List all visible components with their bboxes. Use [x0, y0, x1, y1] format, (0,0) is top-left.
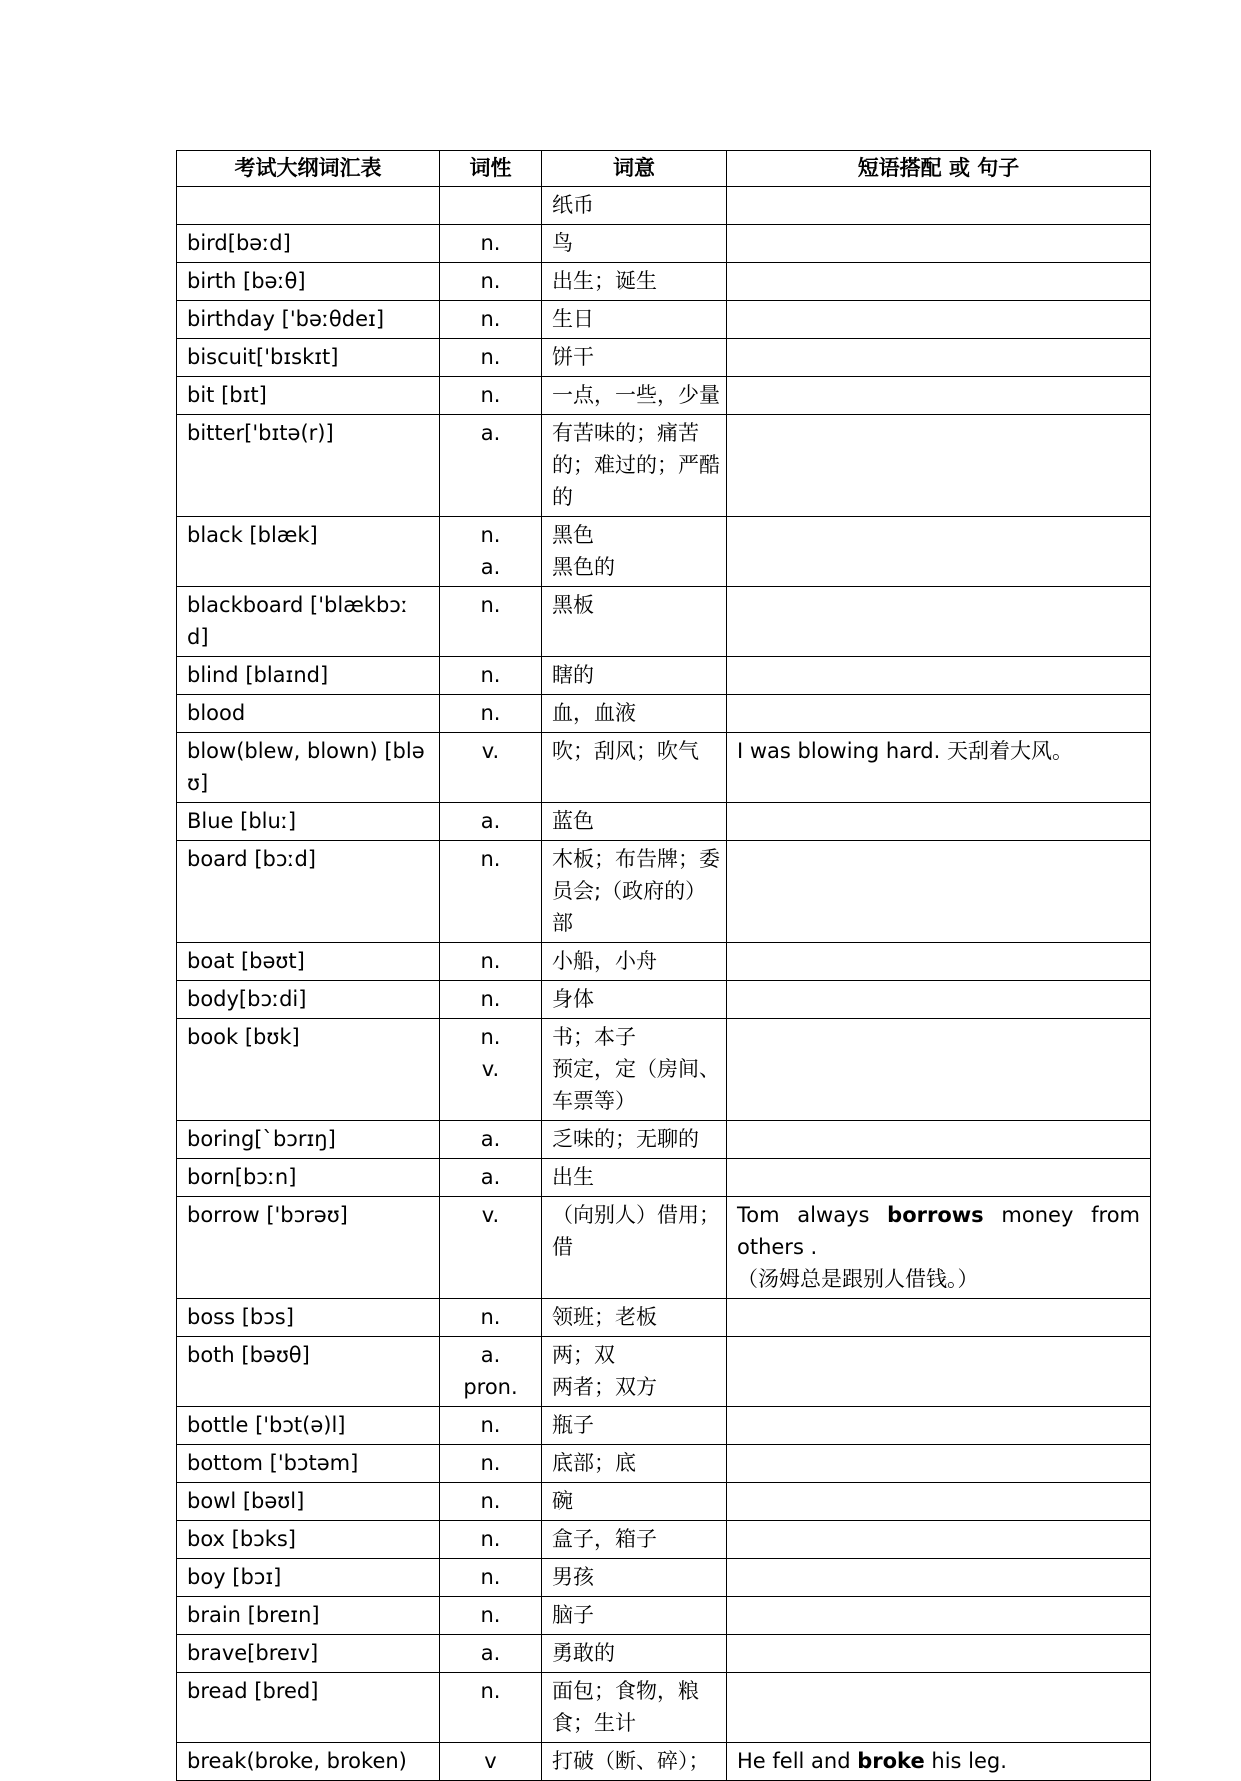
part-of-speech: n. [480, 345, 501, 369]
word-cell: bitter['bɪtə(r)] [177, 415, 440, 517]
part-of-speech-cell [440, 415, 542, 517]
word-cell: Blue [bluː] [177, 803, 440, 841]
table-row [177, 1445, 1151, 1483]
part-of-speech: a. [480, 1343, 501, 1367]
part-of-speech: n. [480, 1527, 501, 1551]
part-of-speech: n. [480, 1413, 501, 1437]
phrase-cell [727, 1483, 1151, 1521]
meaning-cell [542, 1597, 727, 1635]
header-phrase: 短语搭配 或 句子 [727, 151, 1151, 187]
part-of-speech-cell [440, 339, 542, 377]
phrase-cell [727, 587, 1151, 657]
word-cell: brain [breɪn] [177, 1597, 440, 1635]
phrase-cell [727, 695, 1151, 733]
part-of-speech: pron. [463, 1375, 518, 1399]
meaning-cell [542, 1673, 727, 1743]
meaning-cell [542, 1521, 727, 1559]
meaning: 生日 [552, 307, 594, 331]
word-cell [177, 187, 440, 225]
sentence-fragment: （汤姆总是跟别人借钱。） [737, 1267, 979, 1291]
example-sentence [737, 1745, 1140, 1777]
keyword-highlight: borrows [887, 1203, 984, 1227]
header-word: 考试大纲词汇表 [177, 151, 440, 187]
meaning-cell [542, 415, 727, 517]
phrase-cell [727, 301, 1151, 339]
meaning: 出生；诞生 [552, 269, 657, 293]
phrase-cell [727, 415, 1151, 517]
table-row [177, 187, 1151, 225]
meaning-cell [542, 1121, 727, 1159]
part-of-speech-cell [440, 1197, 542, 1299]
part-of-speech-cell [440, 1407, 542, 1445]
meaning-cell [542, 733, 727, 803]
phrase-cell [727, 1407, 1151, 1445]
table-row [177, 587, 1151, 657]
part-of-speech-cell [440, 1019, 542, 1121]
table-row [177, 733, 1151, 803]
meaning: 勇敢的 [552, 1641, 615, 1665]
part-of-speech: a. [480, 1165, 501, 1189]
part-of-speech-cell [440, 1159, 542, 1197]
word-cell: book [bʊk] [177, 1019, 440, 1121]
part-of-speech: n. [480, 1305, 501, 1329]
table-row [177, 263, 1151, 301]
table-row [177, 1559, 1151, 1597]
part-of-speech: n. [480, 663, 501, 687]
word-cell: boss [bɔs] [177, 1299, 440, 1337]
part-of-speech-cell [440, 657, 542, 695]
meaning: 吹；刮风；吹气 [552, 739, 699, 763]
meaning: 瞎的 [552, 663, 594, 687]
part-of-speech: n. [480, 523, 501, 547]
part-of-speech: a. [480, 555, 501, 579]
part-of-speech-cell [440, 1559, 542, 1597]
phrase-cell [727, 1445, 1151, 1483]
meaning-cell [542, 943, 727, 981]
keyword-highlight: broke [857, 1749, 925, 1773]
table-row [177, 1635, 1151, 1673]
part-of-speech: n. [480, 1679, 501, 1703]
table-row [177, 1597, 1151, 1635]
part-of-speech: n. [480, 269, 501, 293]
meaning: 两者；双方 [552, 1375, 657, 1399]
meaning: 男孩 [552, 1565, 594, 1589]
part-of-speech-cell [440, 517, 542, 587]
word-cell: body[bɔːdi] [177, 981, 440, 1019]
phrase-cell [727, 841, 1151, 943]
word-cell: both [bəʊθ] [177, 1337, 440, 1407]
meaning-cell [542, 187, 727, 225]
part-of-speech-cell [440, 1121, 542, 1159]
part-of-speech: n. [480, 949, 501, 973]
part-of-speech-cell [440, 803, 542, 841]
meaning: 蓝色 [552, 809, 594, 833]
part-of-speech: n. [480, 383, 501, 407]
part-of-speech-cell [440, 187, 542, 225]
table-row [177, 1019, 1151, 1121]
meaning-cell [542, 263, 727, 301]
word-cell: bowl [bəʊl] [177, 1483, 440, 1521]
meaning: 纸币 [552, 193, 594, 217]
meaning: 脑子 [552, 1603, 594, 1627]
meaning: 小船，小舟 [552, 949, 657, 973]
meaning-cell [542, 657, 727, 695]
word-cell: birth [bəːθ] [177, 263, 440, 301]
phrase-cell [727, 339, 1151, 377]
meaning-cell [542, 1159, 727, 1197]
part-of-speech: n. [480, 593, 501, 617]
phrase-cell [727, 981, 1151, 1019]
meaning-cell [542, 1445, 727, 1483]
part-of-speech: a. [480, 1641, 501, 1665]
phrase-cell [727, 657, 1151, 695]
part-of-speech: n. [480, 987, 501, 1011]
word-cell: birthday ['bəːθdeɪ] [177, 301, 440, 339]
word-cell: board [bɔːd] [177, 841, 440, 943]
word-cell: bird[bəːd] [177, 225, 440, 263]
table-row [177, 1673, 1151, 1743]
word-cell: borrow ['bɔrəʊ] [177, 1197, 440, 1299]
part-of-speech: n. [480, 231, 501, 255]
part-of-speech: n. [480, 307, 501, 331]
phrase-cell [727, 187, 1151, 225]
meaning: 饼干 [552, 345, 594, 369]
meaning: 书；本子 [552, 1025, 636, 1049]
part-of-speech-cell [440, 733, 542, 803]
table-row [177, 695, 1151, 733]
phrase-cell [727, 1673, 1151, 1743]
phrase-cell [727, 1121, 1151, 1159]
table-row [177, 1521, 1151, 1559]
word-cell: biscuit['bɪskɪt] [177, 339, 440, 377]
table-row [177, 377, 1151, 415]
meaning: 身体 [552, 987, 594, 1011]
meaning-cell [542, 1559, 727, 1597]
meaning-cell [542, 1743, 727, 1781]
meaning: 血，血液 [552, 701, 636, 725]
meaning-cell [542, 1407, 727, 1445]
meaning-cell [542, 1019, 727, 1121]
header-meaning: 词意 [542, 151, 727, 187]
vocabulary-table [176, 150, 1151, 1781]
word-cell: born[bɔːn] [177, 1159, 440, 1197]
meaning: 黑板 [552, 593, 594, 617]
phrase-cell [727, 943, 1151, 981]
phrase-cell [727, 803, 1151, 841]
sentence-fragment: Tom always [737, 1203, 888, 1227]
table-row [177, 517, 1151, 587]
meaning: 一点，一些，少量 [552, 383, 720, 407]
part-of-speech: a. [480, 1127, 501, 1151]
meaning-cell [542, 1299, 727, 1337]
table-header-row [177, 151, 1151, 187]
example-sentence [737, 1199, 1140, 1263]
example-sentence [737, 1263, 1140, 1295]
word-cell: black [blæk] [177, 517, 440, 587]
phrase-cell [727, 733, 1151, 803]
part-of-speech-cell [440, 1521, 542, 1559]
part-of-speech: v. [481, 1203, 500, 1227]
table-row [177, 1483, 1151, 1521]
phrase-cell [727, 377, 1151, 415]
part-of-speech: v. [481, 1057, 500, 1081]
part-of-speech-cell [440, 225, 542, 263]
meaning: 乏味的；无聊的 [552, 1127, 699, 1151]
phrase-cell [727, 1521, 1151, 1559]
part-of-speech-cell [440, 1635, 542, 1673]
table-row [177, 1121, 1151, 1159]
meaning-cell [542, 301, 727, 339]
word-cell: bottom ['bɔtəm] [177, 1445, 440, 1483]
phrase-cell [727, 517, 1151, 587]
phrase-cell [727, 1019, 1151, 1121]
meaning-cell [542, 1197, 727, 1299]
phrase-cell [727, 1159, 1151, 1197]
table-row [177, 841, 1151, 943]
table-row [177, 1299, 1151, 1337]
phrase-cell [727, 1559, 1151, 1597]
phrase-cell [727, 1197, 1151, 1299]
meaning-cell [542, 377, 727, 415]
meaning-cell [542, 587, 727, 657]
table-body [177, 187, 1151, 1781]
part-of-speech-cell [440, 377, 542, 415]
table-row [177, 1337, 1151, 1407]
part-of-speech: n. [480, 701, 501, 725]
part-of-speech: a. [480, 809, 501, 833]
word-cell: blood [177, 695, 440, 733]
word-cell: bottle ['bɔt(ə)l] [177, 1407, 440, 1445]
part-of-speech: n. [480, 1603, 501, 1627]
table-row [177, 943, 1151, 981]
part-of-speech-cell [440, 1445, 542, 1483]
meaning: 领班；老板 [552, 1305, 657, 1329]
table-row [177, 339, 1151, 377]
meaning-cell [542, 695, 727, 733]
meaning: 预定，定（房间、车票等） [552, 1057, 720, 1113]
meaning-cell [542, 1635, 727, 1673]
meaning-cell [542, 841, 727, 943]
phrase-cell [727, 1299, 1151, 1337]
meaning: 两；双 [552, 1343, 615, 1367]
phrase-cell [727, 225, 1151, 263]
part-of-speech-cell [440, 587, 542, 657]
table-row [177, 803, 1151, 841]
meaning-cell [542, 981, 727, 1019]
word-cell: box [bɔks] [177, 1521, 440, 1559]
part-of-speech: v. [481, 739, 500, 763]
word-cell: bread [bred] [177, 1673, 440, 1743]
meaning-cell [542, 225, 727, 263]
part-of-speech-cell [440, 1673, 542, 1743]
table-row [177, 225, 1151, 263]
word-cell: blind [blaɪnd] [177, 657, 440, 695]
meaning-cell [542, 339, 727, 377]
part-of-speech-cell [440, 1483, 542, 1521]
meaning-cell [542, 1337, 727, 1407]
phrase-cell [727, 1337, 1151, 1407]
part-of-speech-cell [440, 1337, 542, 1407]
meaning: （向别人）借用；借 [552, 1203, 720, 1259]
part-of-speech: a. [480, 421, 501, 445]
meaning: 面包；食物，粮食；生计 [552, 1679, 699, 1735]
meaning: 鸟 [552, 231, 573, 255]
word-cell: boat [bəʊt] [177, 943, 440, 981]
part-of-speech: n. [480, 1451, 501, 1475]
part-of-speech-cell [440, 695, 542, 733]
word-cell: blackboard ['blækbɔːd] [177, 587, 440, 657]
word-cell: break(broke, broken) [177, 1743, 440, 1781]
meaning: 黑色的 [552, 555, 615, 579]
table-row [177, 657, 1151, 695]
part-of-speech-cell [440, 263, 542, 301]
table-row [177, 1743, 1151, 1781]
part-of-speech-cell [440, 943, 542, 981]
meaning-cell [542, 803, 727, 841]
table-row [177, 981, 1151, 1019]
example-sentence: I was blowing hard. 天刮着大风。 [737, 739, 1073, 763]
part-of-speech: n. [480, 1489, 501, 1513]
sentence-fragment: money from others . [737, 1203, 1140, 1259]
part-of-speech: n. [480, 1025, 501, 1049]
phrase-cell [727, 1597, 1151, 1635]
sentence-fragment: his leg. [924, 1749, 1007, 1773]
part-of-speech-cell [440, 1299, 542, 1337]
part-of-speech-cell [440, 1597, 542, 1635]
meaning: 底部；底 [552, 1451, 636, 1475]
part-of-speech: n. [480, 1565, 501, 1589]
meaning: 有苦味的；痛苦的；难过的；严酷的 [552, 421, 720, 509]
meaning: 打破（断、碎）； [552, 1749, 710, 1773]
phrase-cell [727, 1635, 1151, 1673]
table-row [177, 415, 1151, 517]
word-cell: blow(blew, blown) [bləʊ] [177, 733, 440, 803]
word-cell: boring[`bɔrɪŋ] [177, 1121, 440, 1159]
meaning: 碗 [552, 1489, 573, 1513]
meaning-cell [542, 517, 727, 587]
table-row [177, 1407, 1151, 1445]
meaning: 黑色 [552, 523, 594, 547]
phrase-cell [727, 263, 1151, 301]
part-of-speech-cell [440, 1743, 542, 1781]
word-cell: bit [bɪt] [177, 377, 440, 415]
sentence-fragment: He fell and [737, 1749, 858, 1773]
part-of-speech-cell [440, 981, 542, 1019]
header-pos: 词性 [440, 151, 542, 187]
part-of-speech: n. [480, 847, 501, 871]
meaning: 出生 [552, 1165, 594, 1189]
word-cell: brave[breɪv] [177, 1635, 440, 1673]
part-of-speech-cell [440, 841, 542, 943]
meaning: 瓶子 [552, 1413, 594, 1437]
word-cell: boy [bɔɪ] [177, 1559, 440, 1597]
meaning-cell [542, 1483, 727, 1521]
part-of-speech-cell [440, 301, 542, 339]
part-of-speech: v [484, 1749, 497, 1773]
meaning: 木板；布告牌；委员会;（政府的）部 [552, 847, 720, 935]
table-row [177, 301, 1151, 339]
meaning: 盒子，箱子 [552, 1527, 657, 1551]
phrase-cell [727, 1743, 1151, 1781]
table-row [177, 1159, 1151, 1197]
table-row [177, 1197, 1151, 1299]
